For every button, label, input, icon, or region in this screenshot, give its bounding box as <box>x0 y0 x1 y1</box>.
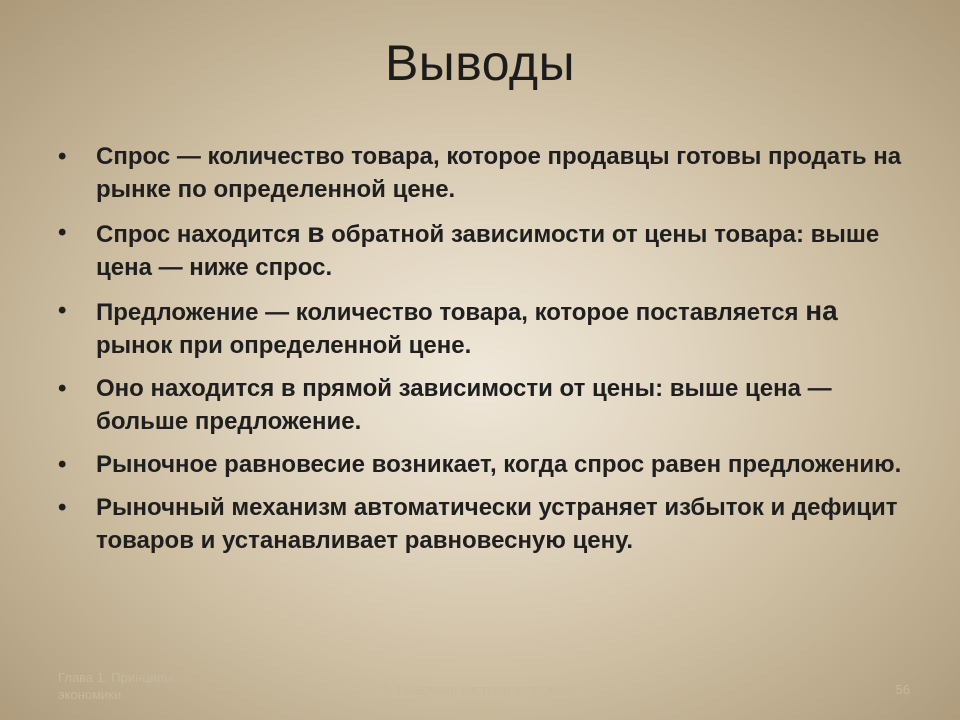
bullet-item <box>58 491 918 557</box>
bullet-item <box>58 448 918 481</box>
bullet-item <box>58 140 918 206</box>
footer-section: 3. Рыночная система экономики <box>382 682 578 697</box>
bullet-text-end: обратной зависимости от цены товара: выше цена — ниже спрос. <box>96 221 880 281</box>
bullet-text-start: Спрос находится <box>96 221 308 248</box>
bullet-marker: • <box>58 219 67 246</box>
bullet-text: Спрос — количество товара, которое продавцы готовы продать на рынке по определенной цене. <box>96 143 902 203</box>
bullet-list <box>58 140 918 567</box>
bullet-marker: • <box>58 451 67 478</box>
page-number: 56 <box>895 682 910 697</box>
bullet-emphasis: на <box>805 295 838 326</box>
bullet-text: Рыночный механизм автоматически устраняет избыток и дефицит товаров и устанавливает равновесную цену. <box>96 494 898 554</box>
bullet-text: Рыночное равновесие возникает, когда спрос равен предложению. <box>96 451 902 478</box>
bullet-item <box>58 216 918 284</box>
bullet-item <box>58 294 918 362</box>
bullet-text-start: Предложение — количество товара, которое поставляется <box>96 299 806 326</box>
bullet-text-end: рынок при определенной цене. <box>96 332 472 359</box>
slide-title: Выводы <box>384 35 576 91</box>
footer-chapter: Глава 1. Принципы экономики <box>58 670 174 702</box>
bullet-marker: • <box>58 375 67 402</box>
bullet-marker: • <box>58 494 67 521</box>
bullet-emphasis: в <box>307 217 325 248</box>
bullet-item <box>58 372 918 438</box>
bullet-marker: • <box>58 297 67 324</box>
bullet-marker: • <box>58 143 67 170</box>
bullet-text: Оно находится в прямой зависимости от цены: выше цена — больше предложение. <box>96 375 832 435</box>
